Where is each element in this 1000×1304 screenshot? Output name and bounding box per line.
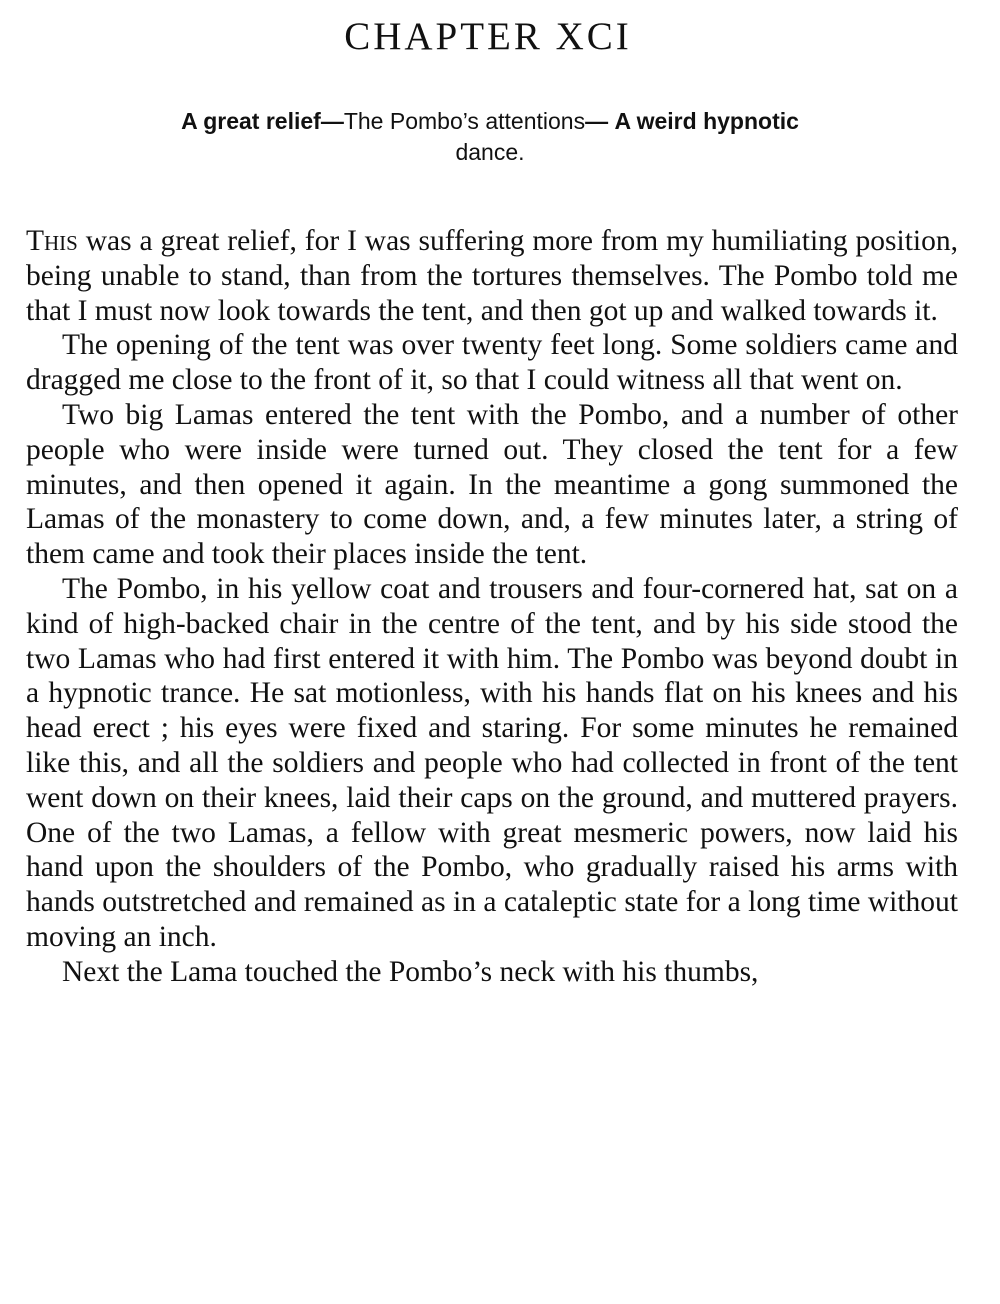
chapter-body [26, 224, 958, 990]
paragraph-1 [26, 224, 958, 328]
paragraph-1-text: was a great relief, for I was suffering more from my humiliating position, being unable to stand, than from the tortures themselves. The Pombo told me that I must now look towards the tent, and then got up and walked towards it. [26, 225, 958, 327]
synopsis-part-2: The Pombo’s attentions [343, 108, 586, 134]
paragraph-4: The Pombo, in his yellow coat and trousers and four-cornered hat, sat on a kind of high-backed chair in the centre of the tent, and by his side stood the two Lamas who had first entered it with him. The Pombo was beyond doubt in a hypnotic trance. He sat motionless, with his hands flat on his knees and his head erect ; his eyes were fixed and staring. For some minutes he remained like this, and all the soldiers and people who had collected in front of the tent went down on their knees, laid their caps on the ground, and muttered prayers. One of the two Lamas, a fellow with great mesmeric powers, now laid his hand upon the shoulders of the Pombo, who gradually raised his arms with hands outstretched and remained as in a cataleptic state for a long time without moving an inch. [26, 572, 958, 953]
synopsis-part-3: A weird hypnotic [614, 108, 799, 134]
synopsis-part-1: A great relief [181, 108, 321, 134]
chapter-synopsis [80, 106, 900, 168]
synopsis-dash-2: — [585, 108, 609, 134]
paragraph-5: Next the Lama touched the Pombo’s neck with his thumbs, [62, 955, 759, 988]
paragraph-2: The opening of the tent was over twenty feet long. Some soldiers came and dragged me close to the front of it, so that I could witness all that went on. [26, 329, 958, 397]
synopsis-part-4: dance. [455, 139, 525, 165]
paragraph-3: Two big Lamas entered the tent with the Pombo, and a number of other people who were inside were turned out. They closed the tent for a few minutes, and then opened it again. In the meantime a gong summoned the Lamas of the monastery to come down, and, a few minutes later, a string of them came and took their places inside the tent. [26, 398, 958, 571]
paragraph-1-lead: This [26, 225, 78, 257]
synopsis-dash-1: — [320, 108, 344, 134]
chapter-title: CHAPTER XCI [344, 15, 632, 58]
